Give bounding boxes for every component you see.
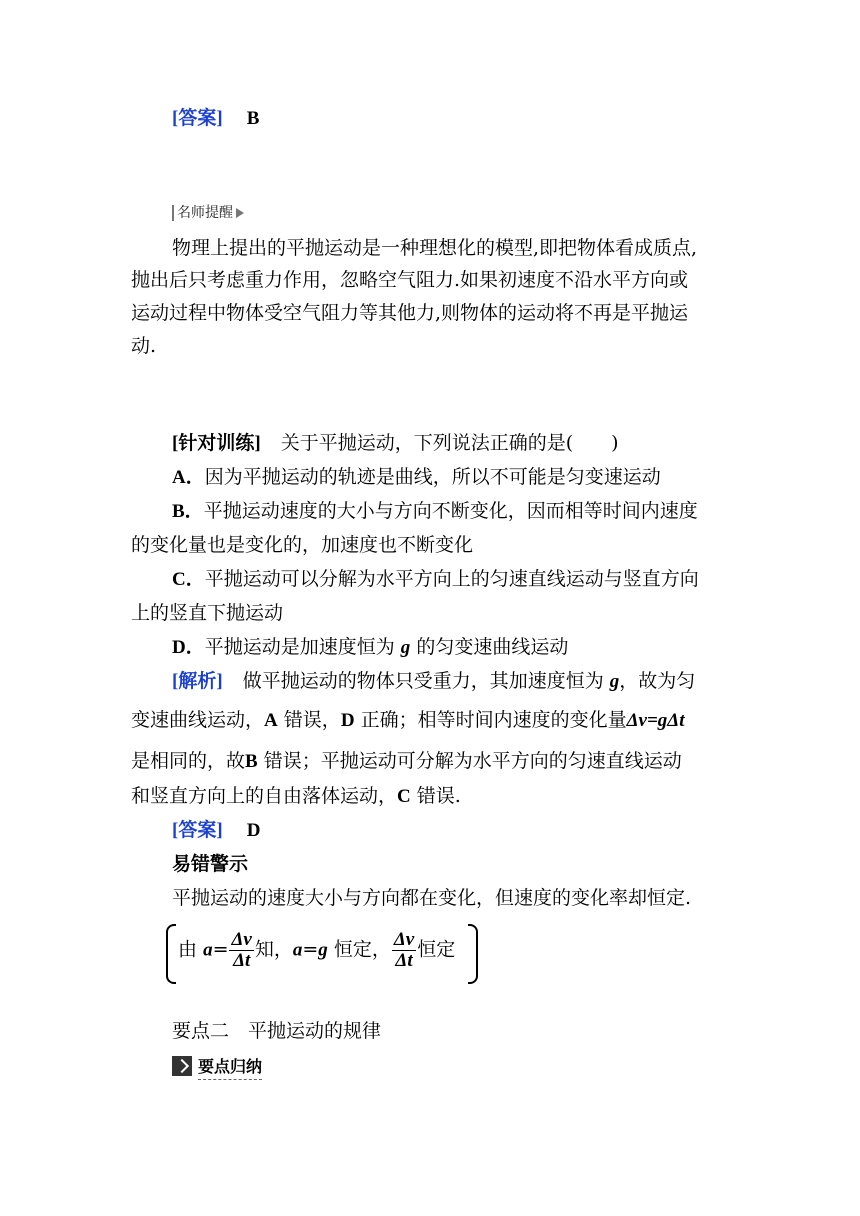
option-a-key: A． <box>172 467 205 488</box>
option-c-line-1 <box>172 567 699 592</box>
warning-formula <box>166 924 478 984</box>
fraction-numerator: Δv <box>231 929 252 950</box>
option-b-text: 平抛运动速度的大小与方向不断变化，因而相等时间内速度 <box>203 500 698 522</box>
option-c-text: 平抛运动可以分解为水平方向上的匀速直线运动与竖直方向 <box>204 568 699 590</box>
option-d <box>172 635 568 660</box>
exercise-question-line <box>172 431 619 456</box>
analysis-C: C <box>397 786 411 807</box>
arrow-icon <box>172 1056 192 1076</box>
section-title: 要点二 平抛运动的规律 <box>172 1020 382 1042</box>
fraction2-numerator: Δv <box>393 929 415 950</box>
formula-zhi: 知， <box>254 938 293 961</box>
option-b-key: B． <box>172 501 204 522</box>
analysis-line-3 <box>131 749 682 774</box>
tip-line-4: 动. <box>131 335 157 357</box>
analysis-tag: [解析] <box>172 671 223 692</box>
analysis-D: D <box>340 710 355 731</box>
exercise-question: 关于平抛运动，下列说法正确的是( ) <box>280 432 619 454</box>
tip-line-3: 运动过程中物体受空气阻力等其他力,则物体的运动将不再是平抛运 <box>131 302 689 324</box>
fraction-denominator: Δt <box>233 950 251 971</box>
play-arrow-icon <box>236 208 244 218</box>
option-b-line-2: 的变化量也是变化的，加速度也不断变化 <box>131 534 474 556</box>
tip-line-2: 抛出后只考虑重力作用，忽略空气阻力.如果初速度不沿水平方向或 <box>131 269 689 291</box>
answer-line-1 <box>172 106 259 131</box>
section-subtitle <box>172 1054 284 1076</box>
formula-you: 由 <box>178 938 198 961</box>
teacher-tip-label: 名师提醒 <box>177 205 233 221</box>
formula-a: a <box>203 939 213 961</box>
option-d-key: D． <box>172 637 205 658</box>
analysis-text-4a: 和竖直方向上的自由落体运动， <box>131 785 398 807</box>
formula-constant: 恒定， <box>333 938 391 961</box>
analysis-text-3a: 是相同的，故 <box>131 750 246 772</box>
section-subtitle-label: 要点归纳 <box>198 1054 262 1080</box>
answer2-tag: [答案] <box>172 820 223 841</box>
formula-fraction-2 <box>392 930 416 971</box>
formula-eq: = <box>212 938 229 961</box>
analysis-text-3b: 错误；平抛运动可分解为水平方向的匀速直线运动 <box>263 750 682 772</box>
analysis-text-1a: 做平抛运动的物体只受重力，其加速度恒为 <box>242 670 604 692</box>
analysis-text-2a: 变速曲线运动， <box>131 709 265 731</box>
answer-value: B <box>246 108 260 129</box>
teacher-tip-tag <box>172 205 244 221</box>
analysis-A: A <box>264 710 278 731</box>
analysis-text-2c: 正确；相等时间内速度的变化量 <box>360 709 627 731</box>
left-bracket <box>166 924 176 984</box>
right-bracket <box>468 924 478 984</box>
analysis-line-1 <box>172 669 695 694</box>
fraction2-denominator: Δt <box>395 950 413 971</box>
formula-constant-2: 恒定 <box>417 938 456 961</box>
answer-line-2 <box>172 818 260 843</box>
option-c-key: C． <box>172 569 205 590</box>
option-c-line-2: 上的竖直下抛运动 <box>131 602 284 624</box>
analysis-line-2 <box>131 708 684 733</box>
analysis-formula: Δv=gΔt <box>626 710 685 731</box>
option-d-text: 平抛运动是加速度恒为 <box>204 636 395 658</box>
analysis-B: B <box>245 751 258 772</box>
answer-tag: [答案] <box>172 108 223 129</box>
exercise-tag: [针对训练] <box>172 433 261 454</box>
tip-line-1: 物理上提出的平抛运动是一种理想化的模型,即把物体看成质点, <box>172 237 698 259</box>
option-d-text2: 的匀变速曲线运动 <box>416 636 569 658</box>
formula-g: g <box>318 939 328 961</box>
formula-a2: a <box>292 939 303 961</box>
option-b-line-1 <box>172 499 698 524</box>
formula-eq2: = <box>302 938 319 961</box>
option-d-g: g <box>400 637 411 658</box>
answer2-value: D <box>246 820 261 841</box>
formula-fraction-1 <box>229 930 253 971</box>
analysis-text-1b: ，故为匀 <box>619 670 696 692</box>
option-a-text: 因为平抛运动的轨迹是曲线，所以不可能是匀变速运动 <box>204 466 661 488</box>
analysis-line-4 <box>131 784 461 809</box>
analysis-text-4b: 错误. <box>416 785 461 807</box>
option-a <box>172 465 661 490</box>
analysis-text-2b: 错误， <box>283 709 341 731</box>
warning-title: 易错警示 <box>172 853 249 875</box>
warning-text: 平抛运动的速度大小与方向都在变化，但速度的变化率却恒定. <box>172 887 692 909</box>
analysis-g: g <box>609 671 620 692</box>
